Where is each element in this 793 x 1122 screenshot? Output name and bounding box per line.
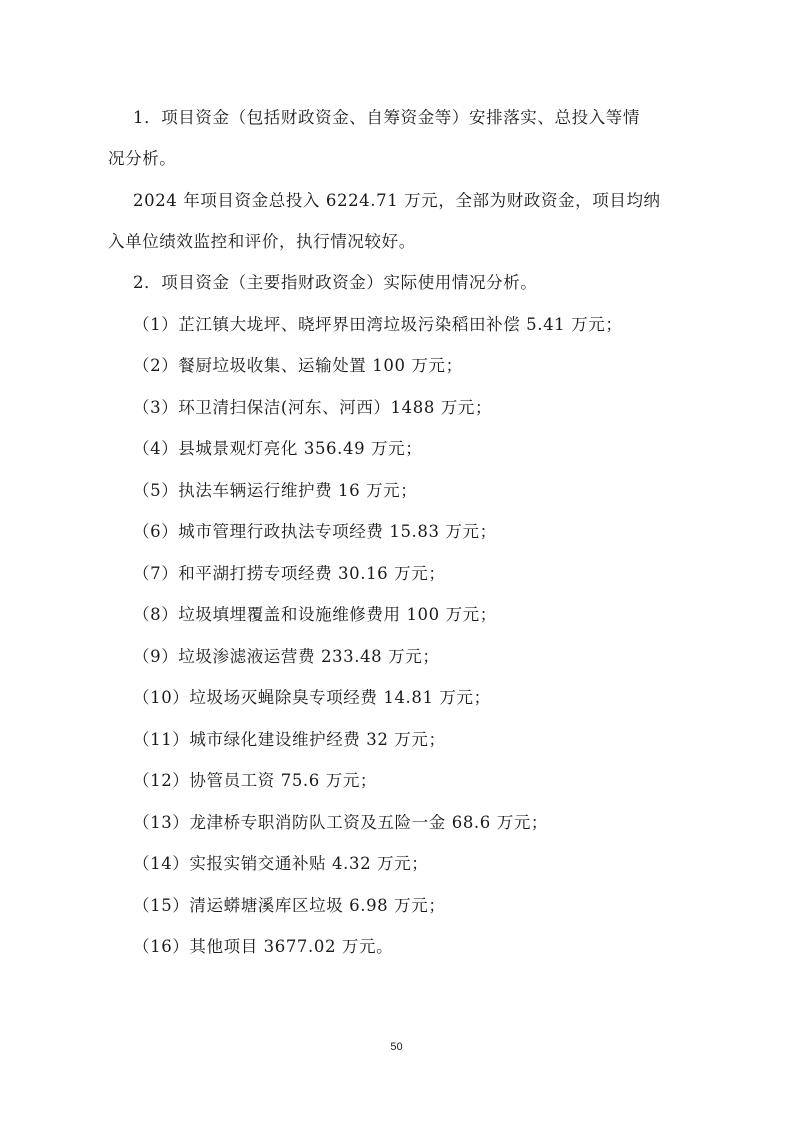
list-item: （11）城市绿化建设维护经费 32 万元； [133, 730, 446, 749]
list-item: （12）协管员工资 75.6 万元； [133, 771, 378, 790]
section1-heading-line2: 况分析。 [108, 149, 177, 168]
list-item: （6）城市管理行政执法专项经费 15.83 万元； [133, 522, 497, 541]
section2-heading: 2．项目资金（主要指财政资金）实际使用情况分析。 [133, 273, 538, 292]
list-item: （10）垃圾场灭蝇除臭专项经费 14.81 万元； [133, 688, 491, 707]
list-item: （9）垃圾渗滤液运营费 233.48 万元； [133, 647, 440, 666]
list-item: （14）实报实销交通补贴 4.32 万元； [133, 854, 429, 873]
list-item: （13）龙津桥专职消防队工资及五险一金 68.6 万元； [133, 813, 549, 832]
page-number: 50 [390, 1041, 403, 1053]
list-item: （5）执法车辆运行维护费 16 万元； [133, 481, 418, 500]
list-item: （8）垃圾填埋覆盖和设施维修费用 100 万元； [133, 605, 497, 624]
list-item: （4）县城景观灯亮化 356.49 万元； [133, 439, 423, 458]
funding-paragraph-line2: 入单位绩效监控和评价，执行情况较好。 [108, 232, 416, 251]
list-item: （15）清运蟒塘溪库区垃圾 6.98 万元； [133, 896, 446, 915]
list-item: （7）和平湖打捞专项经费 30.16 万元； [133, 564, 446, 583]
funding-paragraph-line1: 2024 年项目资金总投入 6224.71 万元，全部为财政资金，项目均纳 [133, 191, 661, 210]
section1-heading-line1: 1．项目资金（包括财政资金、自筹资金等）安排落实、总投入等情 [133, 108, 640, 127]
list-item: （1）芷江镇大垅坪、晓坪界田湾垃圾污染稻田补偿 5.41 万元； [133, 315, 623, 334]
list-item: （16）其他项目 3677.02 万元。 [133, 937, 394, 956]
list-item: （3）环卫清扫保洁(河东、河西）1488 万元； [133, 398, 493, 417]
list-item: （2）餐厨垃圾收集、运输处置 100 万元； [133, 356, 463, 375]
